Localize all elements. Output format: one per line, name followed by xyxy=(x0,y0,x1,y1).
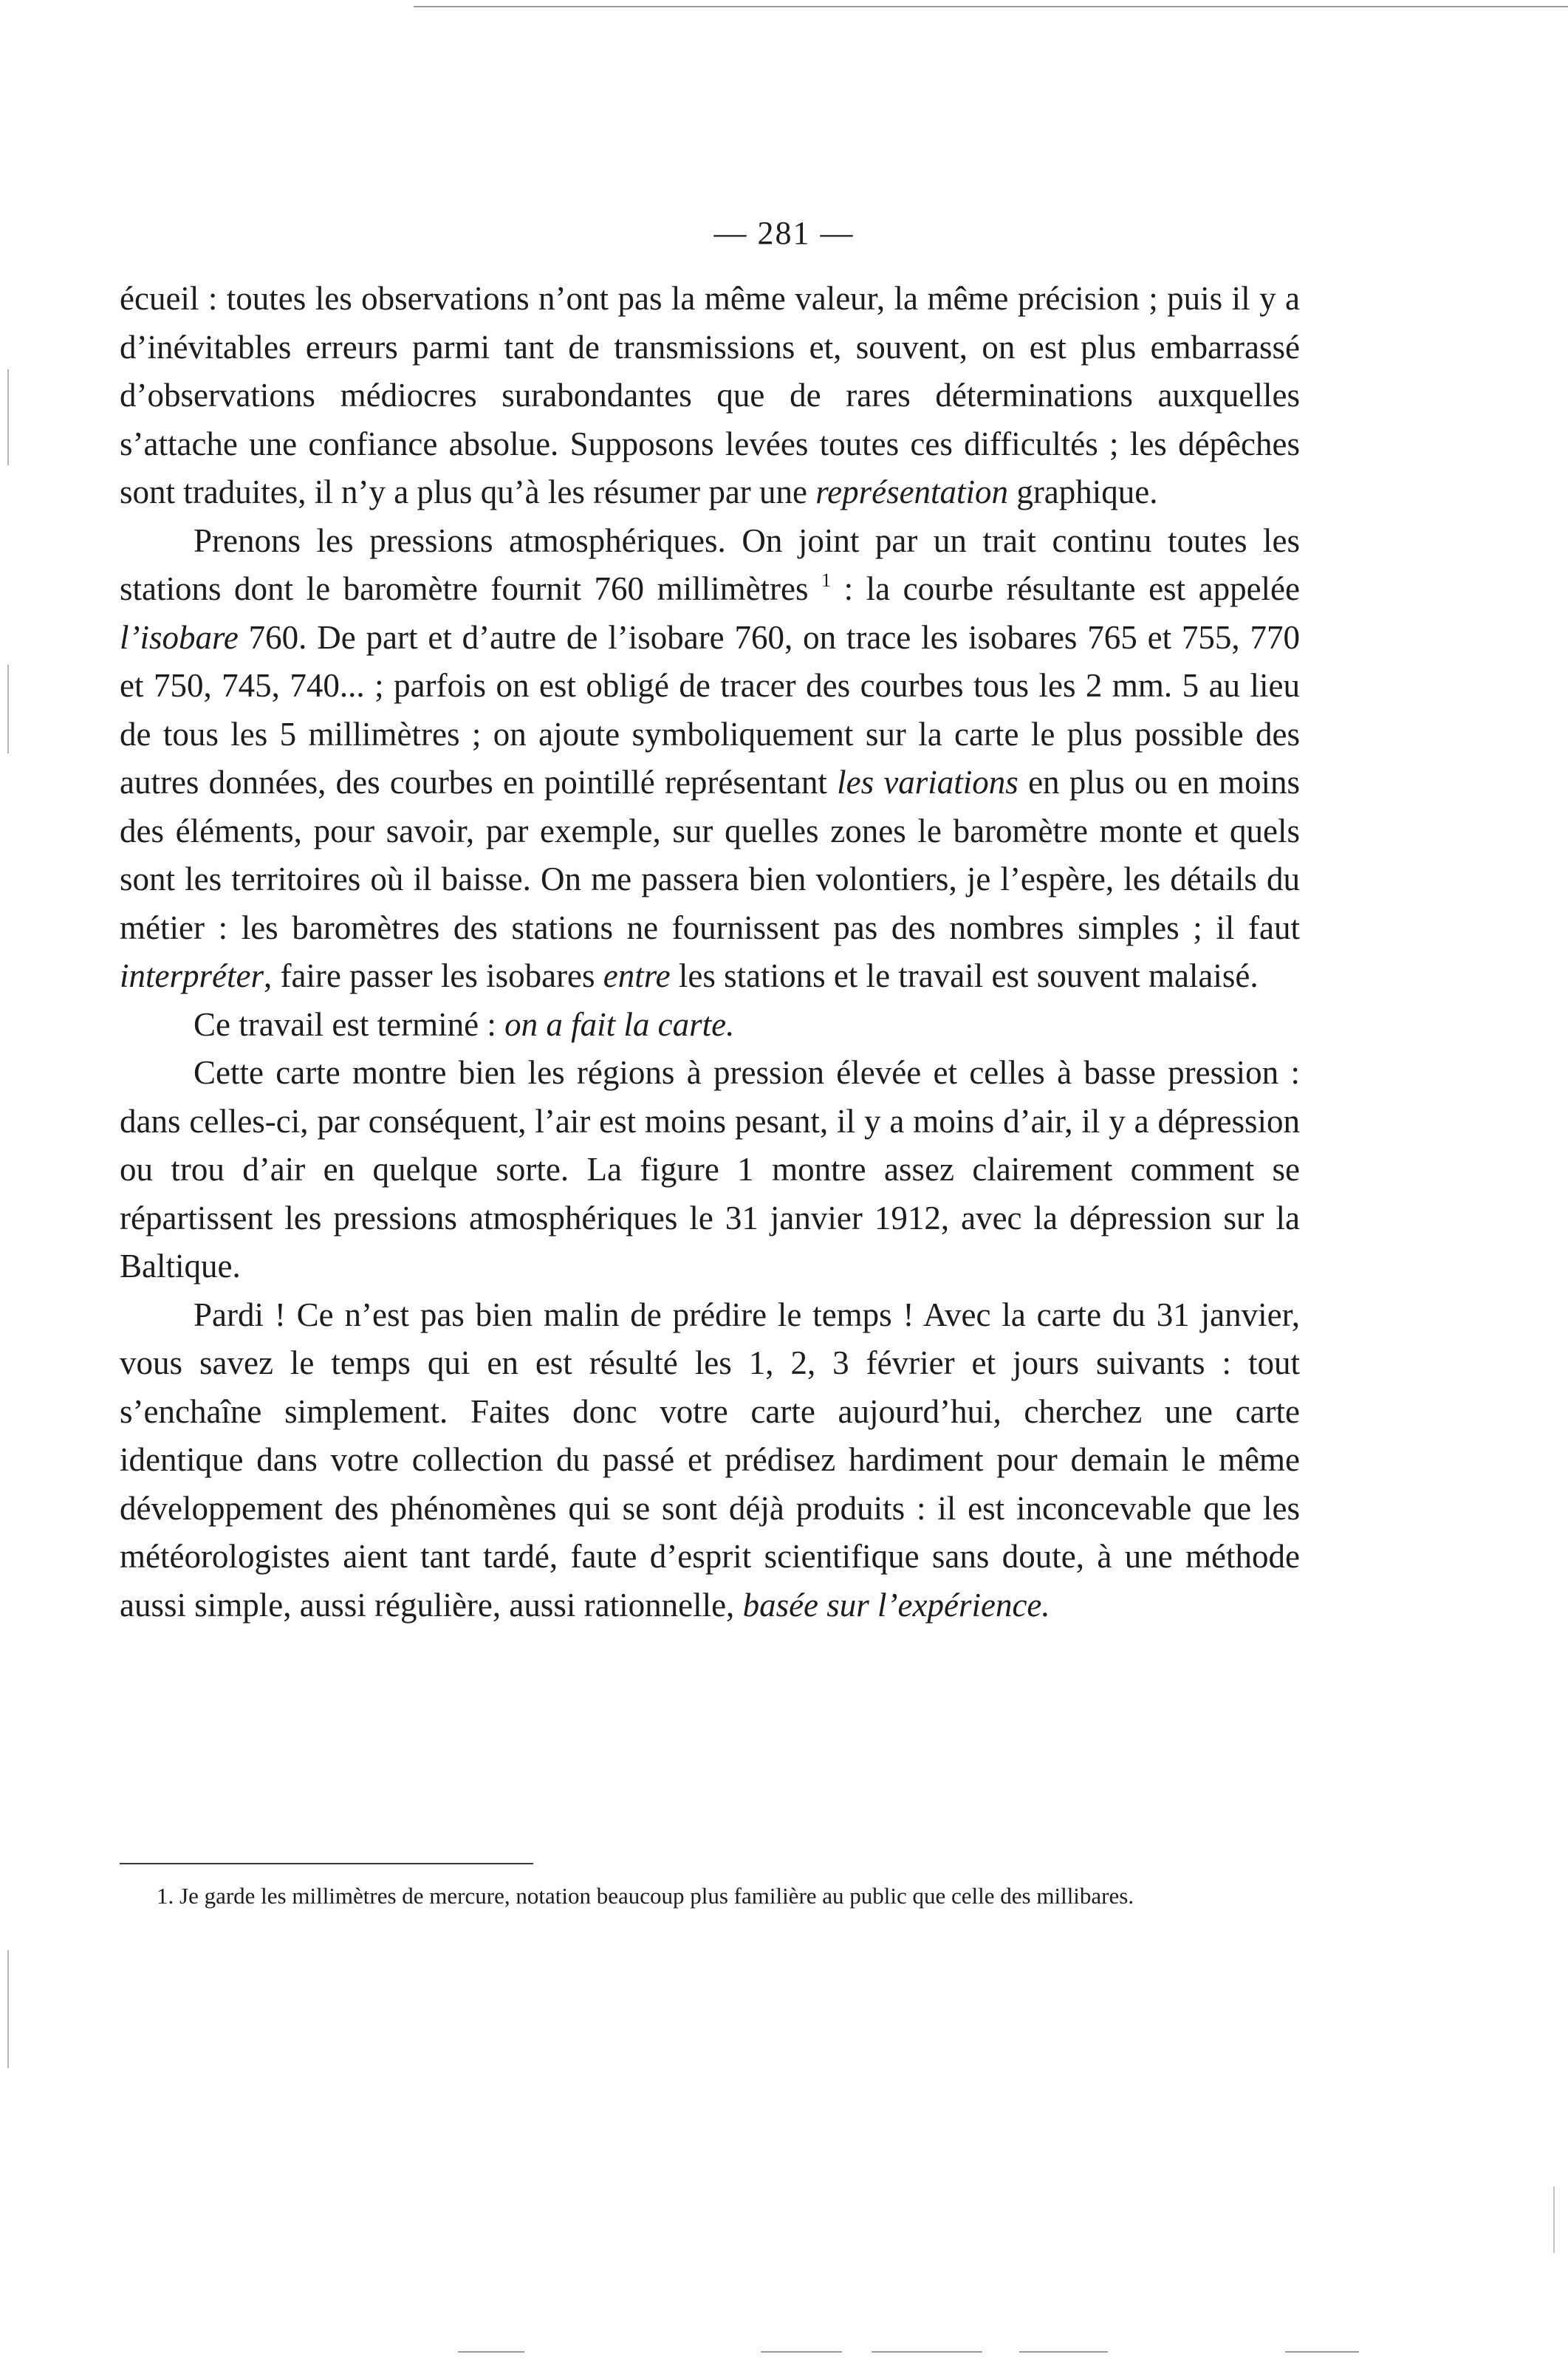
footnote-text: Je garde les millimètres de mercure, notation beaucoup plus familière au public que celle des millibares. xyxy=(174,1883,1134,1909)
italic-text: entre xyxy=(603,957,671,994)
text-run: : la courbe résultante est appelée xyxy=(831,570,1300,607)
italic-text: basée sur l’expérience. xyxy=(742,1586,1050,1624)
text-run: écueil : toutes les observations n’ont pas la même valeur, la même précision ; puis il y a d’inévitables erreurs parmi tant de transmissions et, souvent, on est plus embarrassé d’observations médiocres surabondantes que de rares déterminations auxquelles s’attache une confiance absolue. Supposons levées toutes ces difficultés ; les dépêches sont traduites, il n’y a plus qu’à les résumer par une xyxy=(120,280,1300,510)
paragraph xyxy=(120,1001,1300,1050)
footnote-separator xyxy=(120,1863,533,1864)
italic-text: on a fait la carte. xyxy=(504,1005,735,1043)
italic-text: l’isobare xyxy=(120,618,239,656)
paragraph xyxy=(120,517,1300,1001)
scan-edge-top xyxy=(414,6,1568,7)
scan-edge-left xyxy=(7,665,9,753)
scan-edge-bottom xyxy=(1019,2351,1108,2353)
scan-edge-left xyxy=(7,1950,9,2068)
text-run: Prenons les pressions atmosphériques. On joint par un trait continu toutes les stations dont le baromètre fournit 760 millimètres xyxy=(120,521,1300,607)
text-run: en plus ou en moins des éléments, pour savoir, par exemple, sur quelles zones le baromètre monte et quels sont les territoires où il baisse. On me passera bien volontiers, je l’espère, les détails du métier : les baromètres des stations ne fournissent pas des nombres simples ; il faut xyxy=(120,764,1300,946)
text-run: Cette carte montre bien les régions à pression élevée et celles à basse pression : dans celles-ci, par conséquent, l’air est moins pesant, il y a moins d’air, il y a dépression ou trou d’air en quelque sorte. La figure 1 montre assez clairement comment se répartissent les pressions atmosphériques le 31 janvier 1912, avec la dépression sur la Baltique. xyxy=(120,1054,1300,1285)
paragraph xyxy=(120,1291,1300,1630)
text-run: 760. De part et d’autre de l’isobare 760, on trace les isobares 765 et 755, 770 et 750, 745, 740... ; parfois on est obligé de tracer des courbes tous les 2 mm. 5 au lieu de tous les 5 millimètres ; on ajoute symboliquement sur la carte le plus possible des autres données, des courbes en pointillé représentant xyxy=(120,618,1300,801)
footnote xyxy=(120,1882,1300,1910)
footnote-reference: 1 xyxy=(821,570,832,591)
scan-edge-bottom xyxy=(761,2351,842,2353)
text-run: graphique. xyxy=(1008,473,1158,510)
italic-text: interpréter xyxy=(120,957,264,994)
paragraph xyxy=(120,275,1300,517)
body-text xyxy=(120,275,1300,1629)
scan-edge-bottom xyxy=(1285,2351,1359,2353)
text-run: Ce travail est terminé : xyxy=(194,1005,505,1043)
scan-edge-bottom xyxy=(872,2351,982,2353)
footnote-marker: 1. xyxy=(157,1883,174,1909)
scan-edge-right xyxy=(1553,2186,1555,2253)
text-run: Pardi ! Ce n’est pas bien malin de prédire le temps ! Avec la carte du 31 janvier, vous savez le temps qui en est résulté les 1, 2, 3 février et jours suivants : tout s’enchaîne simplement. Faites donc votre carte aujourd’hui, cherchez une carte identique dans votre collection du passé et prédisez hardiment pour demain le même développement des phénomènes qui se sont déjà produits : il est inconcevable que les météorologistes aient tant tardé, faute d’esprit scientifique sans doute, à une méthode aussi simple, aussi régulière, aussi rationnelle, xyxy=(120,1296,1300,1624)
text-run: les stations et le travail est souvent malaisé. xyxy=(670,957,1259,994)
italic-text: les variations xyxy=(837,764,1018,801)
page-number: — 281 — xyxy=(713,215,855,251)
text-run: , faire passer les isobares xyxy=(263,957,603,994)
scan-edge-bottom xyxy=(458,2351,524,2353)
scan-edge-left xyxy=(7,369,9,465)
paragraph xyxy=(120,1049,1300,1291)
italic-text: représentation xyxy=(815,473,1009,510)
